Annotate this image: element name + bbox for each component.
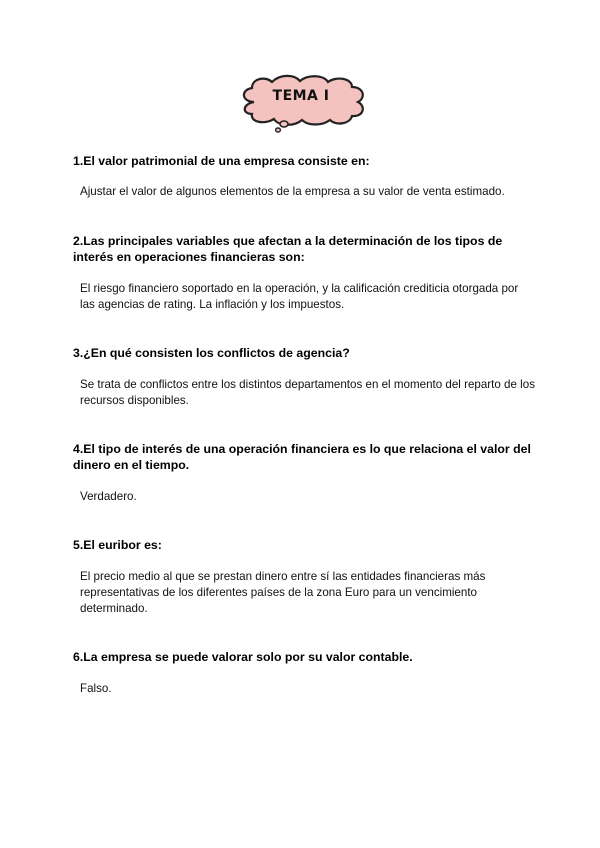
- answer-4: Verdadero.: [80, 490, 137, 503]
- title-banner: [236, 72, 370, 134]
- page-title: TEMA I: [272, 88, 330, 104]
- answer-3: Se trata de conflictos entre los distintos departamentos en el momento del reparto de los recursos disponibles.: [80, 378, 535, 407]
- answer-1: Ajustar el valor de algunos elementos de la empresa a su valor de venta estimado.: [80, 185, 505, 198]
- question-2: 2.Las principales variables que afectan a la determinación de los tipos de interés en operaciones financieras son:: [73, 234, 503, 264]
- question-3: 3.¿En qué consisten los conflictos de agencia?: [73, 346, 350, 360]
- question-5: 5.El euribor es:: [73, 538, 162, 552]
- question-4: 4.El tipo de interés de una operación financiera es lo que relaciona el valor del dinero en el tiempo.: [73, 442, 531, 472]
- answer-5: El precio medio al que se prestan dinero entre sí las entidades financieras más representativas de los diferentes países de la zona Euro para un vencimiento determinado.: [80, 570, 486, 615]
- question-1: 1.El valor patrimonial de una empresa consiste en:: [73, 154, 370, 168]
- answer-2: El riesgo financiero soportado en la operación, y la calificación crediticia otorgada por las agencias de rating. La inflación y los impuestos.: [80, 282, 519, 311]
- question-6: 6.La empresa se puede valorar solo por su valor contable.: [73, 650, 413, 664]
- answer-6: Falso.: [80, 682, 112, 695]
